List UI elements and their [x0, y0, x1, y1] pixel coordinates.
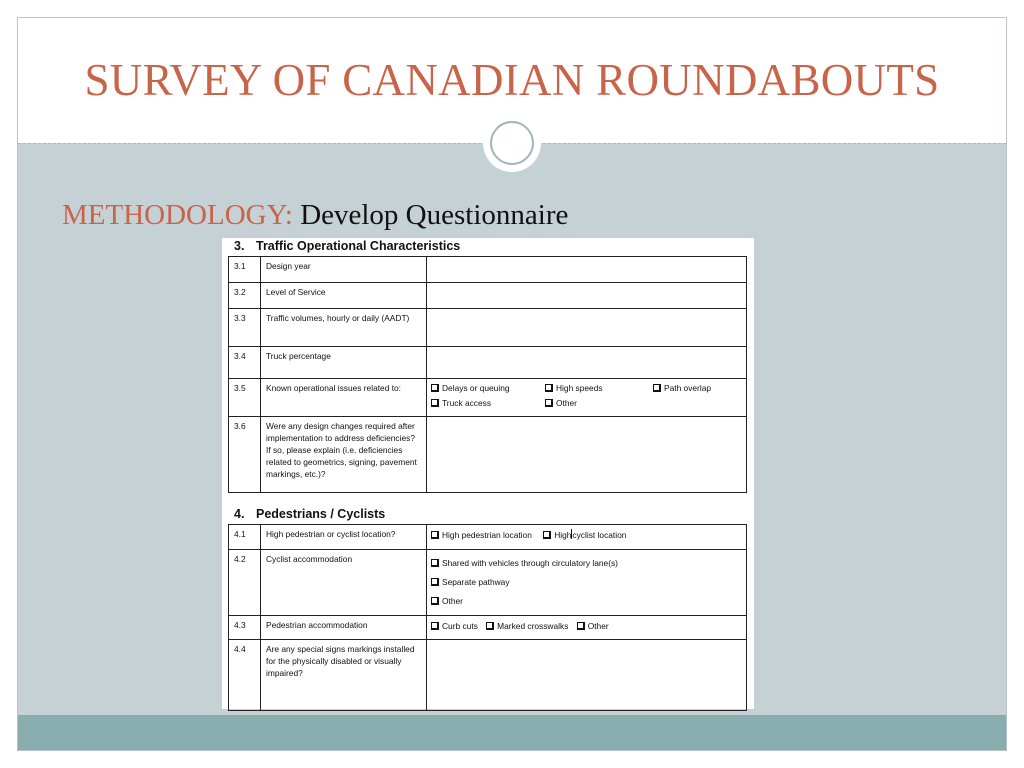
option-other[interactable]: Other [545, 397, 577, 409]
table-row [229, 525, 747, 550]
checkbox-icon[interactable] [486, 622, 494, 630]
row-number: 3.6 [229, 417, 261, 493]
checkbox-icon[interactable] [543, 531, 551, 539]
row-question: Level of Service [261, 283, 427, 309]
option-high-pedestrian[interactable]: High pedestrian location [431, 529, 532, 541]
answer-cell[interactable] [427, 309, 747, 347]
table-row [229, 257, 747, 283]
option-other[interactable]: Other [577, 620, 609, 632]
questionnaire-image [222, 238, 754, 709]
row-question: Were any design changes required after implementation to address deficiencies? If so, please explain (i.e. deficiencies related to geometrics, signing, pavement markings, etc.)? [261, 417, 427, 493]
slide-subtitle [62, 199, 568, 232]
section-3-title: Traffic Operational Characteristics [256, 239, 461, 253]
answer-cell[interactable] [427, 283, 747, 309]
table-row [229, 309, 747, 347]
table-row [229, 347, 747, 379]
row-question: Cyclist accommodation [261, 550, 427, 616]
option-curb-cuts[interactable]: Curb cuts [431, 620, 478, 632]
table-row [229, 379, 747, 417]
row-number: 4.2 [229, 550, 261, 616]
option-truck-access[interactable]: Truck access [431, 397, 491, 409]
row-question: Pedestrian accommodation [261, 616, 427, 640]
slide [17, 17, 1007, 751]
section-4-number: 4. [234, 507, 245, 521]
checkbox-icon[interactable] [431, 597, 439, 605]
subtitle-text: Develop Questionnaire [300, 199, 569, 231]
row-number: 3.3 [229, 309, 261, 347]
table-row [229, 417, 747, 493]
checkbox-icon[interactable] [431, 578, 439, 586]
options-cell [427, 525, 747, 550]
table-row [229, 283, 747, 309]
row-number: 4.1 [229, 525, 261, 550]
options-cell [427, 379, 747, 417]
row-number: 3.2 [229, 283, 261, 309]
option-high-speeds[interactable]: High speeds [545, 382, 603, 394]
option-separate-pathway[interactable]: Separate pathway [431, 573, 510, 592]
row-question: Truck percentage [261, 347, 427, 379]
option-marked-crosswalks[interactable]: Marked crosswalks [486, 620, 568, 632]
table-row [229, 550, 747, 616]
section-3-table [228, 256, 747, 493]
section-4-heading [234, 507, 385, 521]
answer-cell[interactable] [427, 417, 747, 493]
footer-bar [18, 715, 1006, 750]
checkbox-icon[interactable] [431, 399, 439, 407]
checkbox-icon[interactable] [545, 384, 553, 392]
section-4-table [228, 524, 747, 711]
slide-title: SURVEY OF CANADIAN ROUNDABOUTS [84, 55, 940, 105]
checkbox-icon[interactable] [545, 399, 553, 407]
row-question: Design year [261, 257, 427, 283]
row-number: 4.3 [229, 616, 261, 640]
row-number: 3.1 [229, 257, 261, 283]
row-number: 3.4 [229, 347, 261, 379]
answer-cell[interactable] [427, 347, 747, 379]
option-shared-with-vehicles[interactable]: Shared with vehicles through circulatory lane(s) [431, 554, 618, 573]
row-question: Are any special signs markings installed for the physically disabled or visually impaired? [261, 640, 427, 711]
checkbox-icon[interactable] [577, 622, 585, 630]
checkbox-icon[interactable] [431, 531, 439, 539]
option-delays[interactable]: Delays or queuing [431, 382, 510, 394]
row-question: High pedestrian or cyclist location? [261, 525, 427, 550]
row-number: 3.5 [229, 379, 261, 417]
checkbox-icon[interactable] [431, 384, 439, 392]
checkbox-icon[interactable] [653, 384, 661, 392]
option-other[interactable]: Other [431, 592, 463, 611]
subtitle-label: METHODOLOGY: [62, 199, 293, 231]
section-4-title: Pedestrians / Cyclists [256, 507, 386, 521]
row-question: Traffic volumes, hourly or daily (AADT) [261, 309, 427, 347]
checkbox-icon[interactable] [431, 559, 439, 567]
checkbox-icon[interactable] [431, 622, 439, 630]
answer-cell[interactable] [427, 640, 747, 711]
row-number: 4.4 [229, 640, 261, 711]
row-question: Known operational issues related to: [261, 379, 427, 417]
table-row [229, 640, 747, 711]
divider-circle-icon [490, 121, 534, 165]
section-3-number: 3. [234, 239, 245, 253]
answer-cell[interactable] [427, 257, 747, 283]
section-3-heading [234, 239, 460, 253]
options-cell [427, 550, 747, 616]
option-high-cyclist[interactable]: Highcyclist location [543, 529, 626, 541]
table-row [229, 616, 747, 640]
options-cell [427, 616, 747, 640]
option-path-overlap[interactable]: Path overlap [653, 382, 711, 394]
